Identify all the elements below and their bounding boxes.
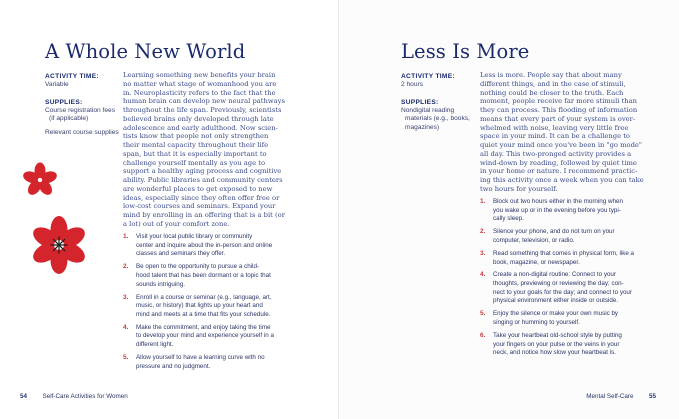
step-number: 1. — [480, 198, 486, 205]
running-footer-text: Mental Self-Care — [586, 393, 634, 400]
text-line: Less is more. People say that about many — [480, 71, 622, 79]
step-line: to develop your mind and experience yourself in a — [136, 332, 274, 340]
small-red-flower-icon — [22, 162, 58, 198]
step-line: Be open to the opportunity to pursue a child- — [136, 263, 259, 271]
step-line: you wake up or in the evening before you typi- — [493, 206, 621, 214]
text-line: all day. This two-pronged activity provides a — [480, 149, 632, 158]
step-line: music, or history) that lights up your heart and — [136, 302, 263, 310]
step-number: 3. — [480, 249, 486, 257]
step-item — [123, 233, 274, 259]
step-line: classes and seminars they offer. — [136, 250, 226, 258]
step-line: different light. — [136, 341, 174, 349]
supply-item: Course registration fees — [45, 107, 116, 115]
step-number: 2. — [480, 228, 486, 236]
text-line: space in your mind. It can be a challenge to — [480, 132, 630, 141]
supply-item: Relevant course supplies — [45, 128, 119, 136]
step-number: 4. — [480, 271, 486, 279]
activity-time-value: 2 hours — [401, 81, 423, 88]
text-line: wind-down by reading, followed by quiet time — [480, 158, 637, 167]
text-line: no matter what stage of womanhood you are — [123, 79, 277, 88]
left-page — [0, 0, 339, 419]
page-number: 54 — [20, 393, 28, 400]
right-page — [339, 0, 679, 419]
page-footer — [20, 393, 128, 400]
step-number: 6. — [480, 332, 486, 340]
running-footer-text: Self-Care Activities for Women — [42, 393, 128, 400]
text-line: throughout the life span. Previously, scientists — [123, 106, 282, 114]
intro-paragraph — [480, 71, 644, 194]
step-line: sounds intriguing. — [136, 280, 185, 288]
text-line: Learning something new benefits your brain — [123, 71, 276, 79]
page-title: A Whole New World — [45, 40, 246, 63]
step-line: Block out two hours either in the morning when — [493, 198, 623, 205]
supplies-label: SUPPLIES: — [401, 99, 439, 107]
step-line: hood talent that has been dormant or a topic that — [136, 271, 271, 279]
text-line: a lot) out of your comfort zone. — [123, 219, 230, 228]
step-number: 5. — [123, 354, 129, 362]
step-line: center and inquire about the in-person and online — [136, 241, 273, 249]
step-line: nect to your goals for the day; and connect to your — [493, 288, 632, 296]
step-line: Allow yourself to have a learning curve with no — [136, 354, 265, 362]
supply-item: magazines) — [405, 123, 440, 131]
step-line: singing or humming to yourself. — [493, 319, 580, 327]
large-red-flower-icon — [28, 214, 90, 276]
steps-list — [480, 198, 634, 362]
step-line: Create a non-digital routine: Connect to your — [493, 271, 616, 279]
text-line: ideas, especially since they often offer free or — [123, 193, 280, 202]
step-number: 1. — [123, 233, 129, 240]
step-item — [480, 310, 634, 327]
step-item — [480, 198, 634, 224]
step-line: Enroll in a course or seminar (e.g., language, art, — [136, 293, 272, 301]
step-item — [123, 354, 274, 371]
activity-time-value: Variable — [45, 81, 69, 88]
supply-item: (if applicable) — [49, 115, 89, 123]
step-line: neck, and notice how slow your heartbeat is. — [493, 349, 616, 357]
step-line: your fingers on your pulse or the veins in your — [493, 340, 620, 348]
step-item — [123, 294, 274, 320]
step-line: Silence your phone, and do not turn on your — [493, 228, 615, 236]
step-item — [123, 263, 274, 289]
step-line: thoughts, previewing or reviewing the day; con- — [493, 280, 624, 288]
text-line: low-cost courses and seminars. Expand your — [123, 202, 276, 211]
step-item — [123, 324, 274, 350]
step-line: Enjoy the silence or make your own music by — [493, 310, 619, 318]
text-line: nothing could be closer to the truth. Each — [480, 88, 624, 97]
text-line: mind by enrolling in an offering that is a bit (or — [123, 211, 285, 219]
text-line: believed brains only developed through late — [123, 114, 274, 123]
activity-time-label: ACTIVITY TIME: — [401, 73, 455, 80]
text-line: in your home or nature. I recommend practic- — [480, 167, 638, 176]
step-line: computer, television, or radio. — [493, 236, 575, 244]
step-number: 3. — [123, 293, 129, 301]
page-number: 55 — [648, 393, 656, 400]
step-line: Take your heartbeat old-school style by putting — [493, 332, 622, 340]
text-line: different things, and in the case of stimuli, — [480, 79, 626, 88]
text-line: support a healthy aging process and cognitive — [123, 167, 282, 176]
text-line: tists know that people not only strengthen — [123, 132, 269, 141]
text-line: their mental capacity throughout their life — [123, 141, 269, 149]
step-line: pressure and no judgment. — [136, 362, 211, 370]
step-line: Visit your local public library or community — [136, 233, 253, 240]
step-item — [480, 271, 634, 306]
text-line: challenge yourself mentally as you age to — [123, 158, 266, 167]
text-line: adolescence and early adulthood. Now scien- — [123, 123, 278, 132]
step-line: Make the commitment, and enjoy taking the time — [136, 323, 271, 331]
text-line: span, but that it is especially important to — [123, 149, 267, 158]
page-title: Less Is More — [401, 40, 530, 63]
step-line: physical environment either inside or outside. — [493, 297, 619, 305]
text-line: in. Neuroplasticity refers to the fact that the — [123, 88, 276, 97]
step-line: mind and meets at a time that fits your schedule. — [136, 310, 271, 318]
text-line: two hours for yourself. — [480, 184, 558, 193]
intro-paragraph — [123, 71, 285, 229]
text-line: quiet your mind once you've been in "go mode" — [480, 141, 642, 149]
step-number: 5. — [480, 310, 486, 318]
text-line: they can process. This flooding of information — [480, 106, 638, 114]
activity-sidebar — [45, 73, 121, 142]
step-number: 2. — [123, 263, 129, 271]
step-line: Read something that comes in physical form, like a — [493, 249, 635, 257]
supply-item: materials (e.g., books, — [405, 115, 470, 123]
steps-list — [123, 233, 274, 376]
page-footer — [586, 393, 656, 400]
text-line: moment, people receive far more stimuli than — [480, 97, 638, 106]
text-line: whelmed with noise, leaving very little free — [480, 123, 629, 132]
step-item — [480, 250, 634, 267]
text-line: means that every part of your system is over- — [480, 114, 636, 123]
text-line: human brain can develop new neural pathways — [123, 97, 285, 106]
step-line: cally sleep. — [493, 215, 524, 223]
activity-sidebar — [401, 73, 477, 137]
text-line: are wonderful places to get exposed to new — [123, 184, 273, 193]
step-line: book, magazine, or newspaper. — [493, 258, 580, 266]
supply-item: Nondigital reading — [401, 107, 455, 115]
step-item — [480, 332, 634, 358]
supplies-label: SUPPLIES: — [45, 99, 83, 107]
text-line: ability. Public libraries and community centers — [123, 176, 283, 184]
activity-time-label: ACTIVITY TIME: — [45, 73, 99, 80]
text-line: ing this activity once a week when you can take — [480, 176, 644, 184]
step-item — [480, 228, 634, 245]
step-number: 4. — [123, 323, 129, 331]
